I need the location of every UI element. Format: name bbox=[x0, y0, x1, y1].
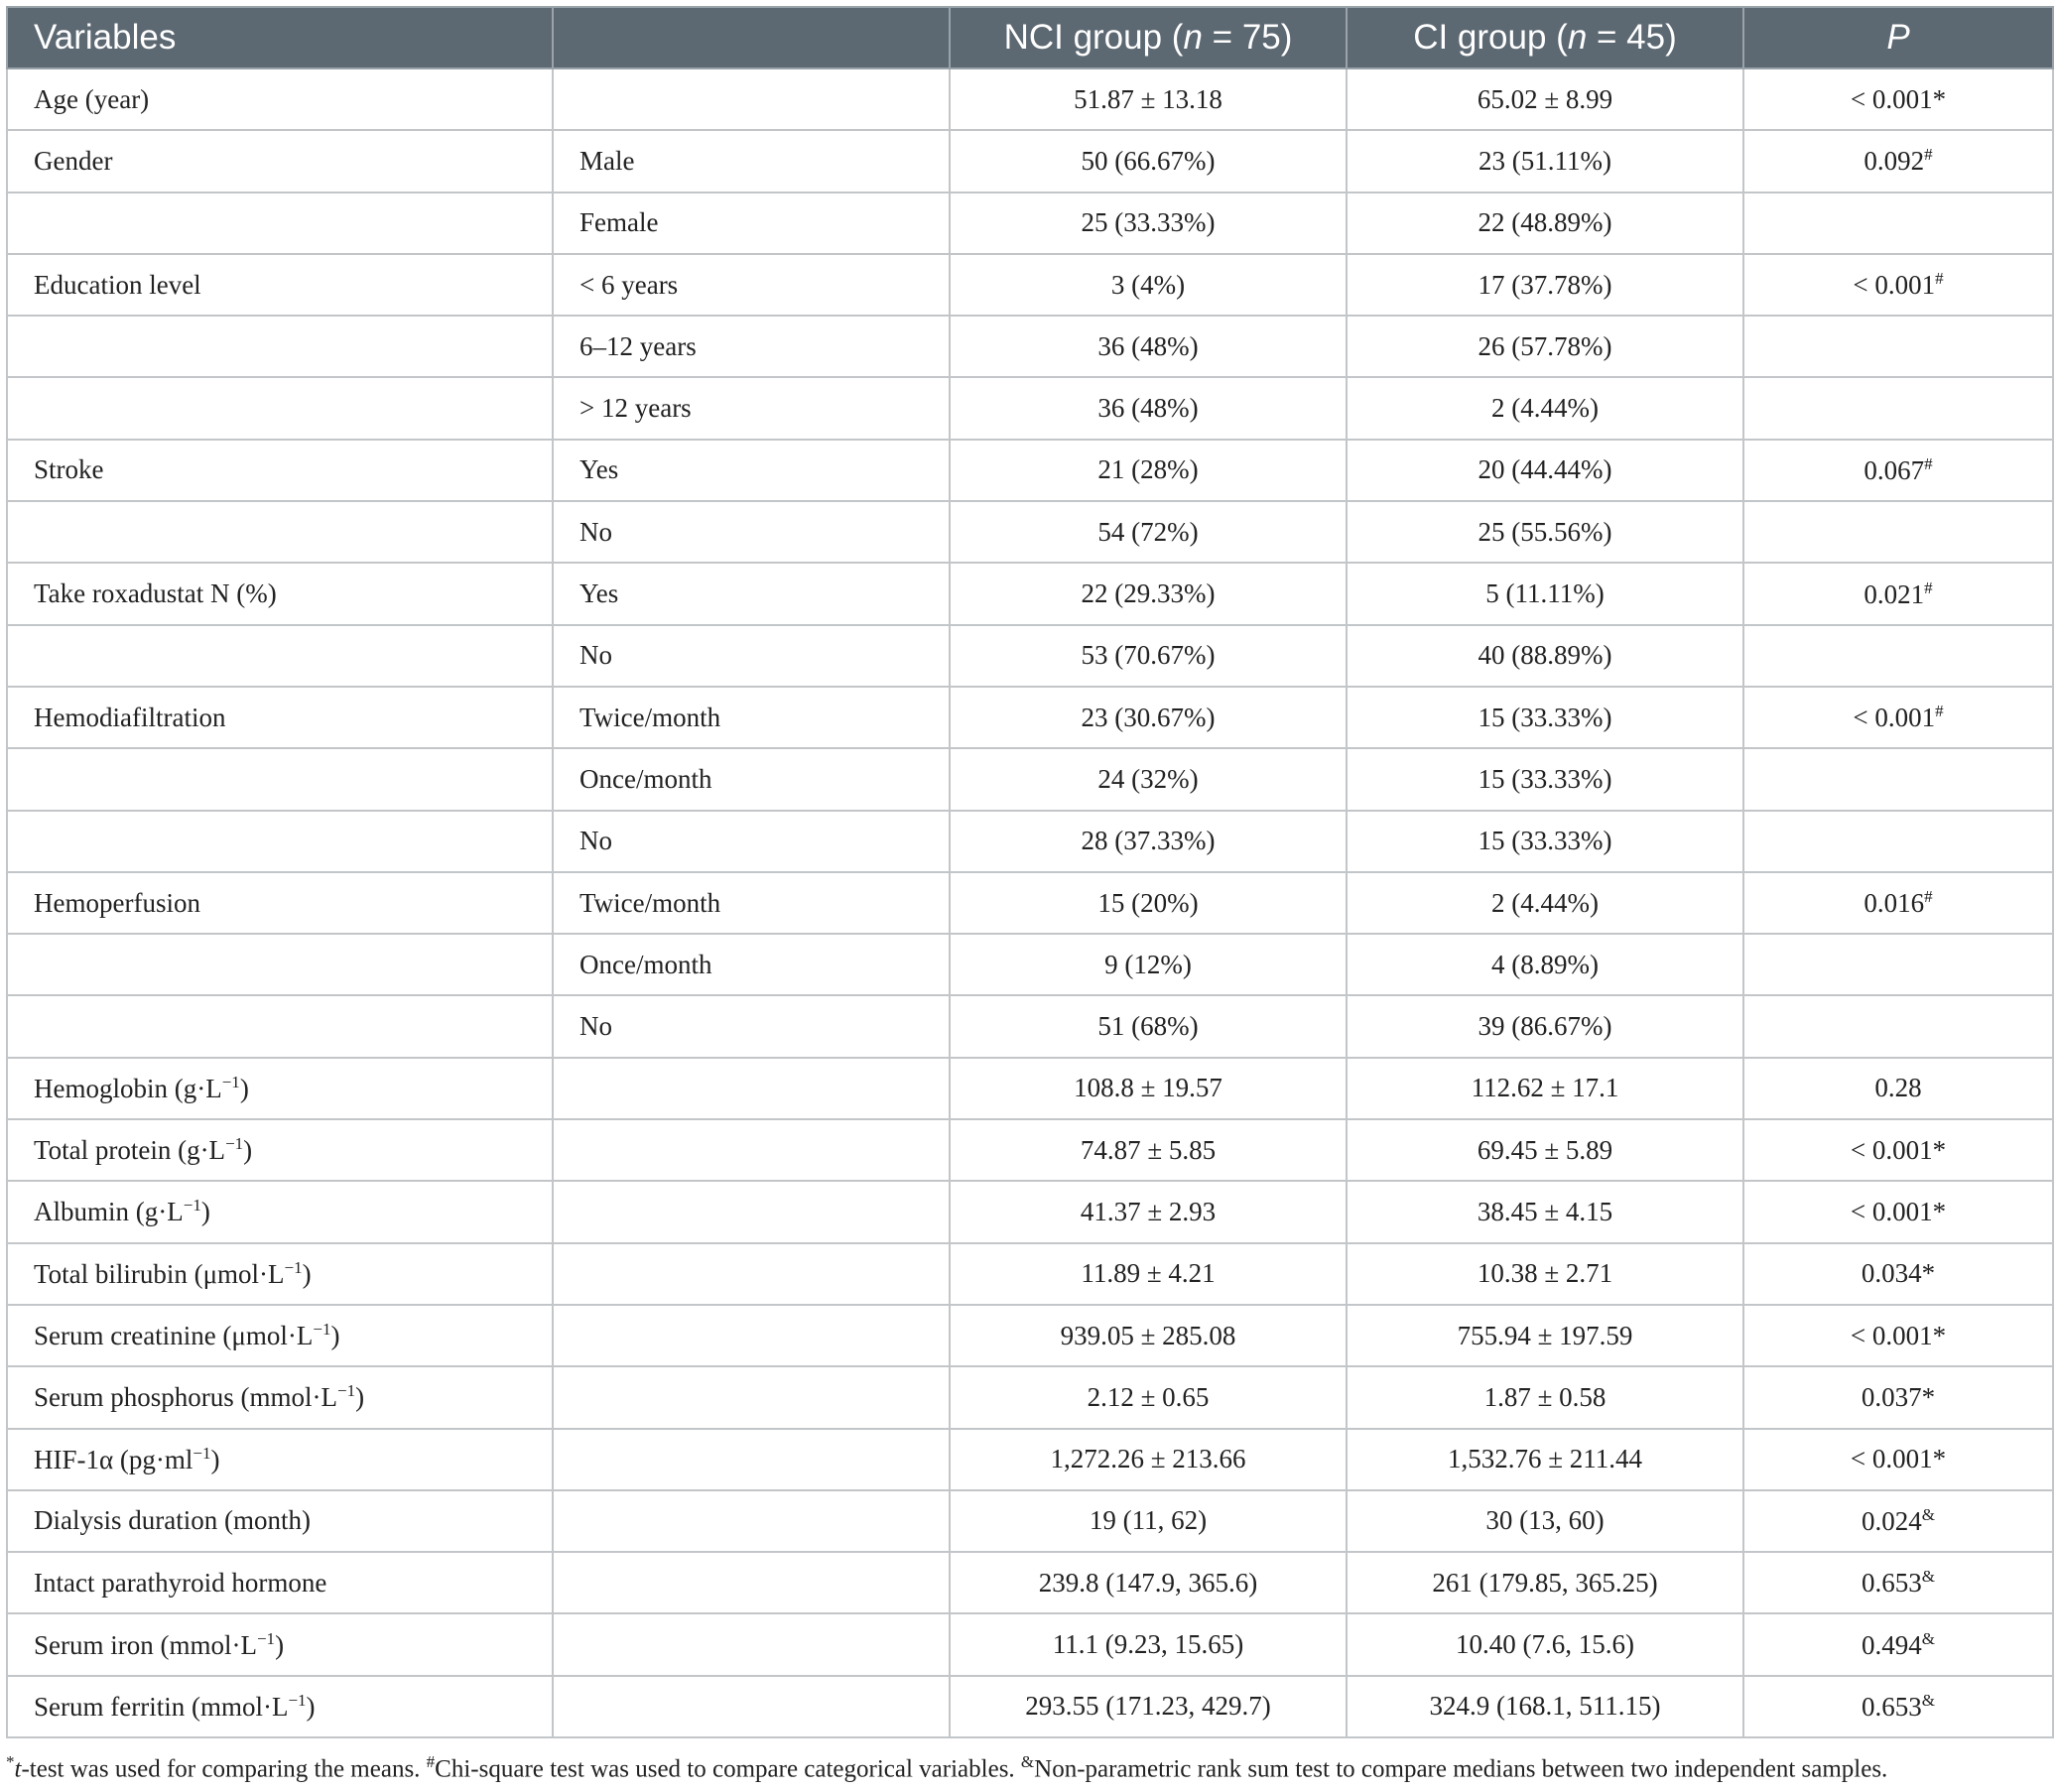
variable-text: Total bilirubin (μmol·L bbox=[34, 1258, 285, 1289]
unit-close: ) bbox=[200, 1197, 210, 1227]
unit-close: ) bbox=[306, 1691, 316, 1722]
cell-nci-value: 53 (70.67%) bbox=[950, 625, 1347, 687]
table-header bbox=[7, 7, 2053, 68]
variable-text: Age (year) bbox=[34, 83, 150, 114]
cell-nci-value: 3 (4%) bbox=[950, 254, 1347, 316]
cell-subcategory bbox=[553, 1676, 950, 1737]
table-row bbox=[7, 316, 2053, 377]
cell-ci-value: 25 (55.56%) bbox=[1347, 501, 1743, 563]
cell-nci-value: 9 (12%) bbox=[950, 934, 1347, 995]
cell-variable bbox=[7, 501, 553, 563]
table-row bbox=[7, 130, 2053, 192]
cell-variable bbox=[7, 563, 553, 624]
cell-nci-value: 293.55 (171.23, 429.7) bbox=[950, 1676, 1347, 1737]
p-value-text: 0.653 bbox=[1862, 1691, 1922, 1722]
p-value-test-mark: # bbox=[1924, 887, 1933, 906]
cell-variable bbox=[7, 1613, 553, 1675]
p-value-text: < 0.001 bbox=[1853, 703, 1936, 733]
cell-ci-value: 15 (33.33%) bbox=[1347, 748, 1743, 810]
header-ci-group bbox=[1347, 7, 1743, 68]
cell-p-value bbox=[1743, 1552, 2053, 1613]
p-value-text: 0.034* bbox=[1861, 1258, 1936, 1289]
cell-subcategory bbox=[553, 1613, 950, 1675]
table-row bbox=[7, 68, 2053, 130]
unit-close: ) bbox=[243, 1135, 253, 1166]
cell-ci-value: 38.45 ± 4.15 bbox=[1347, 1181, 1743, 1242]
cell-p-value bbox=[1743, 440, 2053, 501]
cell-ci-value: 65.02 ± 8.99 bbox=[1347, 68, 1743, 130]
cell-ci-value: 69.45 ± 5.89 bbox=[1347, 1119, 1743, 1181]
cell-subcategory: No bbox=[553, 995, 950, 1057]
cell-variable bbox=[7, 130, 553, 192]
cell-subcategory: No bbox=[553, 501, 950, 563]
header-nci-n: n bbox=[1183, 18, 1203, 57]
cell-ci-value: 1,532.76 ± 211.44 bbox=[1347, 1429, 1743, 1490]
cell-subcategory: Twice/month bbox=[553, 872, 950, 934]
variable-text: Serum iron (mmol·L bbox=[34, 1629, 257, 1660]
cell-p-value bbox=[1743, 1676, 2053, 1737]
cell-nci-value: 36 (48%) bbox=[950, 316, 1347, 377]
cell-subcategory: Once/month bbox=[553, 748, 950, 810]
table-row bbox=[7, 748, 2053, 810]
cell-p-value bbox=[1743, 316, 2053, 377]
cell-nci-value: 22 (29.33%) bbox=[950, 563, 1347, 624]
p-value-text: 0.024 bbox=[1862, 1505, 1922, 1536]
unit-exponent: −1 bbox=[183, 1196, 201, 1216]
footnote-mark-star: * bbox=[6, 1752, 15, 1771]
cell-p-value bbox=[1743, 1181, 2053, 1242]
table-row bbox=[7, 1366, 2053, 1428]
cell-p-value bbox=[1743, 934, 2053, 995]
unit-close: ) bbox=[302, 1258, 312, 1289]
cell-p-value bbox=[1743, 1613, 2053, 1675]
header-p-value: P bbox=[1743, 7, 2053, 68]
table-row bbox=[7, 625, 2053, 687]
cell-p-value bbox=[1743, 687, 2053, 748]
table-row bbox=[7, 687, 2053, 748]
cell-ci-value: 755.94 ± 197.59 bbox=[1347, 1305, 1743, 1366]
cell-subcategory bbox=[553, 1490, 950, 1552]
table-row bbox=[7, 1490, 2053, 1552]
cell-nci-value: 15 (20%) bbox=[950, 872, 1347, 934]
table-row bbox=[7, 254, 2053, 316]
p-value-text: 0.067 bbox=[1864, 454, 1925, 485]
variable-text: Serum ferritin (mmol·L bbox=[34, 1691, 289, 1722]
p-value-test-mark: # bbox=[1924, 145, 1933, 165]
cell-p-value bbox=[1743, 377, 2053, 439]
footnote-t: t bbox=[14, 1755, 22, 1783]
cell-subcategory: Yes bbox=[553, 563, 950, 624]
cell-subcategory bbox=[553, 1366, 950, 1428]
cell-variable bbox=[7, 1552, 553, 1613]
unit-exponent: −1 bbox=[288, 1690, 307, 1710]
p-value-test-mark: & bbox=[1921, 1504, 1935, 1524]
header-nci-suffix: = 75) bbox=[1202, 18, 1293, 57]
cell-variable bbox=[7, 934, 553, 995]
table-row bbox=[7, 563, 2053, 624]
cell-ci-value: 112.62 ± 17.1 bbox=[1347, 1058, 1743, 1119]
p-value-text: < 0.001 bbox=[1853, 270, 1936, 301]
cell-variable bbox=[7, 1243, 553, 1305]
p-value-text: 0.494 bbox=[1862, 1629, 1922, 1660]
cell-subcategory: < 6 years bbox=[553, 254, 950, 316]
p-value-test-mark: # bbox=[1924, 453, 1933, 473]
cell-subcategory: No bbox=[553, 811, 950, 872]
cell-variable bbox=[7, 1676, 553, 1737]
cell-variable bbox=[7, 625, 553, 687]
cell-subcategory: Yes bbox=[553, 440, 950, 501]
cell-variable bbox=[7, 1490, 553, 1552]
unit-exponent: −1 bbox=[313, 1320, 331, 1340]
variable-text: Hemodiafiltration bbox=[34, 702, 226, 732]
unit-exponent: −1 bbox=[221, 1072, 240, 1091]
cell-nci-value: 41.37 ± 2.93 bbox=[950, 1181, 1347, 1242]
p-value-text: 0.092 bbox=[1864, 146, 1925, 177]
cell-p-value bbox=[1743, 872, 2053, 934]
cell-subcategory: Once/month bbox=[553, 934, 950, 995]
cell-subcategory bbox=[553, 1058, 950, 1119]
cell-nci-value: 50 (66.67%) bbox=[950, 130, 1347, 192]
footnote-ranksum: Non-parametric rank sum test to compare medians between two independent samples. bbox=[1034, 1755, 1888, 1783]
table-row bbox=[7, 1119, 2053, 1181]
cell-p-value bbox=[1743, 1058, 2053, 1119]
p-value-text: < 0.001* bbox=[1850, 1196, 1947, 1226]
data-table bbox=[6, 6, 2054, 1738]
cell-nci-value: 36 (48%) bbox=[950, 377, 1347, 439]
cell-p-value bbox=[1743, 1429, 2053, 1490]
variable-text: Hemoglobin (g·L bbox=[34, 1073, 222, 1103]
cell-p-value bbox=[1743, 1305, 2053, 1366]
cell-ci-value: 23 (51.11%) bbox=[1347, 130, 1743, 192]
cell-ci-value: 17 (37.78%) bbox=[1347, 254, 1743, 316]
table-row bbox=[7, 377, 2053, 439]
cell-ci-value: 2 (4.44%) bbox=[1347, 872, 1743, 934]
cell-variable bbox=[7, 1305, 553, 1366]
cell-variable bbox=[7, 192, 553, 254]
table-row bbox=[7, 1552, 2053, 1613]
cell-ci-value: 20 (44.44%) bbox=[1347, 440, 1743, 501]
cell-subcategory: No bbox=[553, 625, 950, 687]
variable-text: Take roxadustat N (%) bbox=[34, 578, 277, 609]
cell-nci-value: 239.8 (147.9, 365.6) bbox=[950, 1552, 1347, 1613]
variable-text: Intact parathyroid hormone bbox=[34, 1567, 327, 1598]
cell-ci-value: 2 (4.44%) bbox=[1347, 377, 1743, 439]
cell-variable bbox=[7, 748, 553, 810]
table-row bbox=[7, 1305, 2053, 1366]
cell-subcategory bbox=[553, 1552, 950, 1613]
cell-nci-value: 2.12 ± 0.65 bbox=[950, 1366, 1347, 1428]
cell-variable bbox=[7, 1181, 553, 1242]
cell-subcategory bbox=[553, 1119, 950, 1181]
table-body bbox=[7, 68, 2053, 1737]
cell-nci-value: 24 (32%) bbox=[950, 748, 1347, 810]
cell-nci-value: 51.87 ± 13.18 bbox=[950, 68, 1347, 130]
cell-ci-value: 1.87 ± 0.58 bbox=[1347, 1366, 1743, 1428]
variable-text: Education level bbox=[34, 269, 201, 300]
cell-p-value bbox=[1743, 625, 2053, 687]
table-footnote bbox=[6, 1752, 2052, 1783]
header-ci-suffix: = 45) bbox=[1587, 18, 1677, 57]
unit-exponent: −1 bbox=[256, 1628, 276, 1648]
p-value-test-mark: & bbox=[1921, 1628, 1935, 1648]
cell-p-value bbox=[1743, 1243, 2053, 1305]
unit-close: ) bbox=[210, 1444, 220, 1474]
cell-subcategory: > 12 years bbox=[553, 377, 950, 439]
cell-variable bbox=[7, 687, 553, 748]
header-variables: Variables bbox=[7, 7, 553, 68]
cell-p-value bbox=[1743, 501, 2053, 563]
p-value-test-mark: & bbox=[1921, 1567, 1935, 1587]
variable-text: Stroke bbox=[34, 454, 104, 485]
cell-ci-value: 40 (88.89%) bbox=[1347, 625, 1743, 687]
cell-p-value bbox=[1743, 130, 2053, 192]
unit-close: ) bbox=[330, 1321, 340, 1351]
cell-subcategory bbox=[553, 1243, 950, 1305]
footnote-chisquare: Chi-square test was used to compare categorical variables. bbox=[435, 1755, 1021, 1783]
table-row bbox=[7, 872, 2053, 934]
cell-ci-value: 261 (179.85, 365.25) bbox=[1347, 1552, 1743, 1613]
cell-ci-value: 30 (13, 60) bbox=[1347, 1490, 1743, 1552]
cell-ci-value: 39 (86.67%) bbox=[1347, 995, 1743, 1057]
table-row bbox=[7, 1429, 2053, 1490]
p-value-text: 0.037* bbox=[1861, 1381, 1936, 1412]
p-value-text: < 0.001* bbox=[1850, 1320, 1947, 1350]
header-subcategory bbox=[553, 7, 950, 68]
cell-nci-value: 11.1 (9.23, 15.65) bbox=[950, 1613, 1347, 1675]
p-value-text: 0.021 bbox=[1864, 578, 1925, 609]
cell-p-value bbox=[1743, 1119, 2053, 1181]
cell-ci-value: 26 (57.78%) bbox=[1347, 316, 1743, 377]
cell-nci-value: 51 (68%) bbox=[950, 995, 1347, 1057]
footnote-mark-amp: & bbox=[1020, 1752, 1035, 1771]
cell-p-value bbox=[1743, 254, 2053, 316]
table-row bbox=[7, 1676, 2053, 1737]
cell-nci-value: 939.05 ± 285.08 bbox=[950, 1305, 1347, 1366]
cell-subcategory bbox=[553, 1429, 950, 1490]
variable-text: Hemoperfusion bbox=[34, 887, 200, 918]
header-nci-group bbox=[950, 7, 1347, 68]
cell-ci-value: 4 (8.89%) bbox=[1347, 934, 1743, 995]
table-row bbox=[7, 1243, 2053, 1305]
cell-nci-value: 11.89 ± 4.21 bbox=[950, 1243, 1347, 1305]
cell-subcategory: 6–12 years bbox=[553, 316, 950, 377]
footnote-mark-hash: # bbox=[426, 1752, 436, 1771]
cell-variable bbox=[7, 316, 553, 377]
cell-nci-value: 28 (37.33%) bbox=[950, 811, 1347, 872]
cell-ci-value: 22 (48.89%) bbox=[1347, 192, 1743, 254]
cell-nci-value: 108.8 ± 19.57 bbox=[950, 1058, 1347, 1119]
p-value-test-mark: # bbox=[1924, 577, 1933, 597]
variable-text: Serum creatinine (μmol·L bbox=[34, 1321, 314, 1351]
cell-subcategory: Twice/month bbox=[553, 687, 950, 748]
cell-ci-value: 324.9 (168.1, 511.15) bbox=[1347, 1676, 1743, 1737]
cell-ci-value: 10.38 ± 2.71 bbox=[1347, 1243, 1743, 1305]
variable-text: Dialysis duration (month) bbox=[34, 1505, 311, 1536]
footnote-ttest: -test was used for comparing the means. bbox=[21, 1755, 427, 1783]
p-value-text: 0.653 bbox=[1862, 1568, 1922, 1599]
cell-p-value bbox=[1743, 1366, 2053, 1428]
cell-variable bbox=[7, 995, 553, 1057]
p-value-text: < 0.001* bbox=[1850, 83, 1947, 114]
unit-close: ) bbox=[355, 1382, 365, 1413]
cell-p-value bbox=[1743, 811, 2053, 872]
unit-exponent: −1 bbox=[284, 1257, 303, 1277]
cell-subcategory: Female bbox=[553, 192, 950, 254]
cell-nci-value: 21 (28%) bbox=[950, 440, 1347, 501]
p-value-text: 0.28 bbox=[1874, 1073, 1922, 1103]
table-row bbox=[7, 811, 2053, 872]
cell-variable bbox=[7, 254, 553, 316]
table-row bbox=[7, 1058, 2053, 1119]
table-row bbox=[7, 934, 2053, 995]
unit-exponent: −1 bbox=[336, 1381, 356, 1401]
cell-p-value bbox=[1743, 995, 2053, 1057]
unit-close: ) bbox=[275, 1629, 285, 1660]
cell-p-value bbox=[1743, 68, 2053, 130]
header-nci-prefix: NCI group ( bbox=[1003, 18, 1184, 57]
cell-subcategory bbox=[553, 1181, 950, 1242]
header-ci-prefix: CI group ( bbox=[1413, 18, 1568, 57]
cell-subcategory: Male bbox=[553, 130, 950, 192]
variable-text: HIF-1α (pg·ml bbox=[34, 1444, 193, 1474]
cell-nci-value: 19 (11, 62) bbox=[950, 1490, 1347, 1552]
variable-text: Albumin (g·L bbox=[34, 1197, 184, 1227]
p-value-text: 0.016 bbox=[1864, 888, 1925, 918]
table-row bbox=[7, 995, 2053, 1057]
cell-nci-value: 25 (33.33%) bbox=[950, 192, 1347, 254]
header-ci-n: n bbox=[1567, 18, 1588, 57]
p-value-text: < 0.001* bbox=[1850, 1134, 1947, 1165]
cell-variable bbox=[7, 377, 553, 439]
variable-text: Serum phosphorus (mmol·L bbox=[34, 1382, 337, 1413]
cell-nci-value: 54 (72%) bbox=[950, 501, 1347, 563]
cell-variable bbox=[7, 1429, 553, 1490]
table-row bbox=[7, 1181, 2053, 1242]
table-row bbox=[7, 440, 2053, 501]
cell-p-value bbox=[1743, 748, 2053, 810]
variable-text: Total protein (g·L bbox=[34, 1135, 226, 1166]
cell-nci-value: 1,272.26 ± 213.66 bbox=[950, 1429, 1347, 1490]
cell-p-value bbox=[1743, 1490, 2053, 1552]
cell-subcategory bbox=[553, 68, 950, 130]
cell-variable bbox=[7, 872, 553, 934]
table-row bbox=[7, 1613, 2053, 1675]
cell-ci-value: 15 (33.33%) bbox=[1347, 811, 1743, 872]
cell-nci-value: 23 (30.67%) bbox=[950, 687, 1347, 748]
cell-ci-value: 10.40 (7.6, 15.6) bbox=[1347, 1613, 1743, 1675]
unit-exponent: −1 bbox=[225, 1134, 244, 1154]
variable-text: Gender bbox=[34, 145, 113, 176]
cell-variable bbox=[7, 1058, 553, 1119]
cell-variable bbox=[7, 68, 553, 130]
table-row bbox=[7, 501, 2053, 563]
cell-subcategory bbox=[553, 1305, 950, 1366]
cell-variable bbox=[7, 440, 553, 501]
p-value-test-mark: # bbox=[1935, 702, 1944, 721]
cell-p-value bbox=[1743, 192, 2053, 254]
table-row bbox=[7, 192, 2053, 254]
cell-p-value bbox=[1743, 563, 2053, 624]
cell-nci-value: 74.87 ± 5.85 bbox=[950, 1119, 1347, 1181]
cell-ci-value: 15 (33.33%) bbox=[1347, 687, 1743, 748]
cell-variable bbox=[7, 1366, 553, 1428]
p-value-text: < 0.001* bbox=[1850, 1444, 1947, 1474]
cell-variable bbox=[7, 1119, 553, 1181]
cell-variable bbox=[7, 811, 553, 872]
unit-close: ) bbox=[239, 1073, 249, 1103]
p-value-test-mark: # bbox=[1935, 269, 1944, 289]
unit-exponent: −1 bbox=[193, 1443, 211, 1463]
p-value-test-mark: & bbox=[1921, 1690, 1935, 1710]
cell-ci-value: 5 (11.11%) bbox=[1347, 563, 1743, 624]
